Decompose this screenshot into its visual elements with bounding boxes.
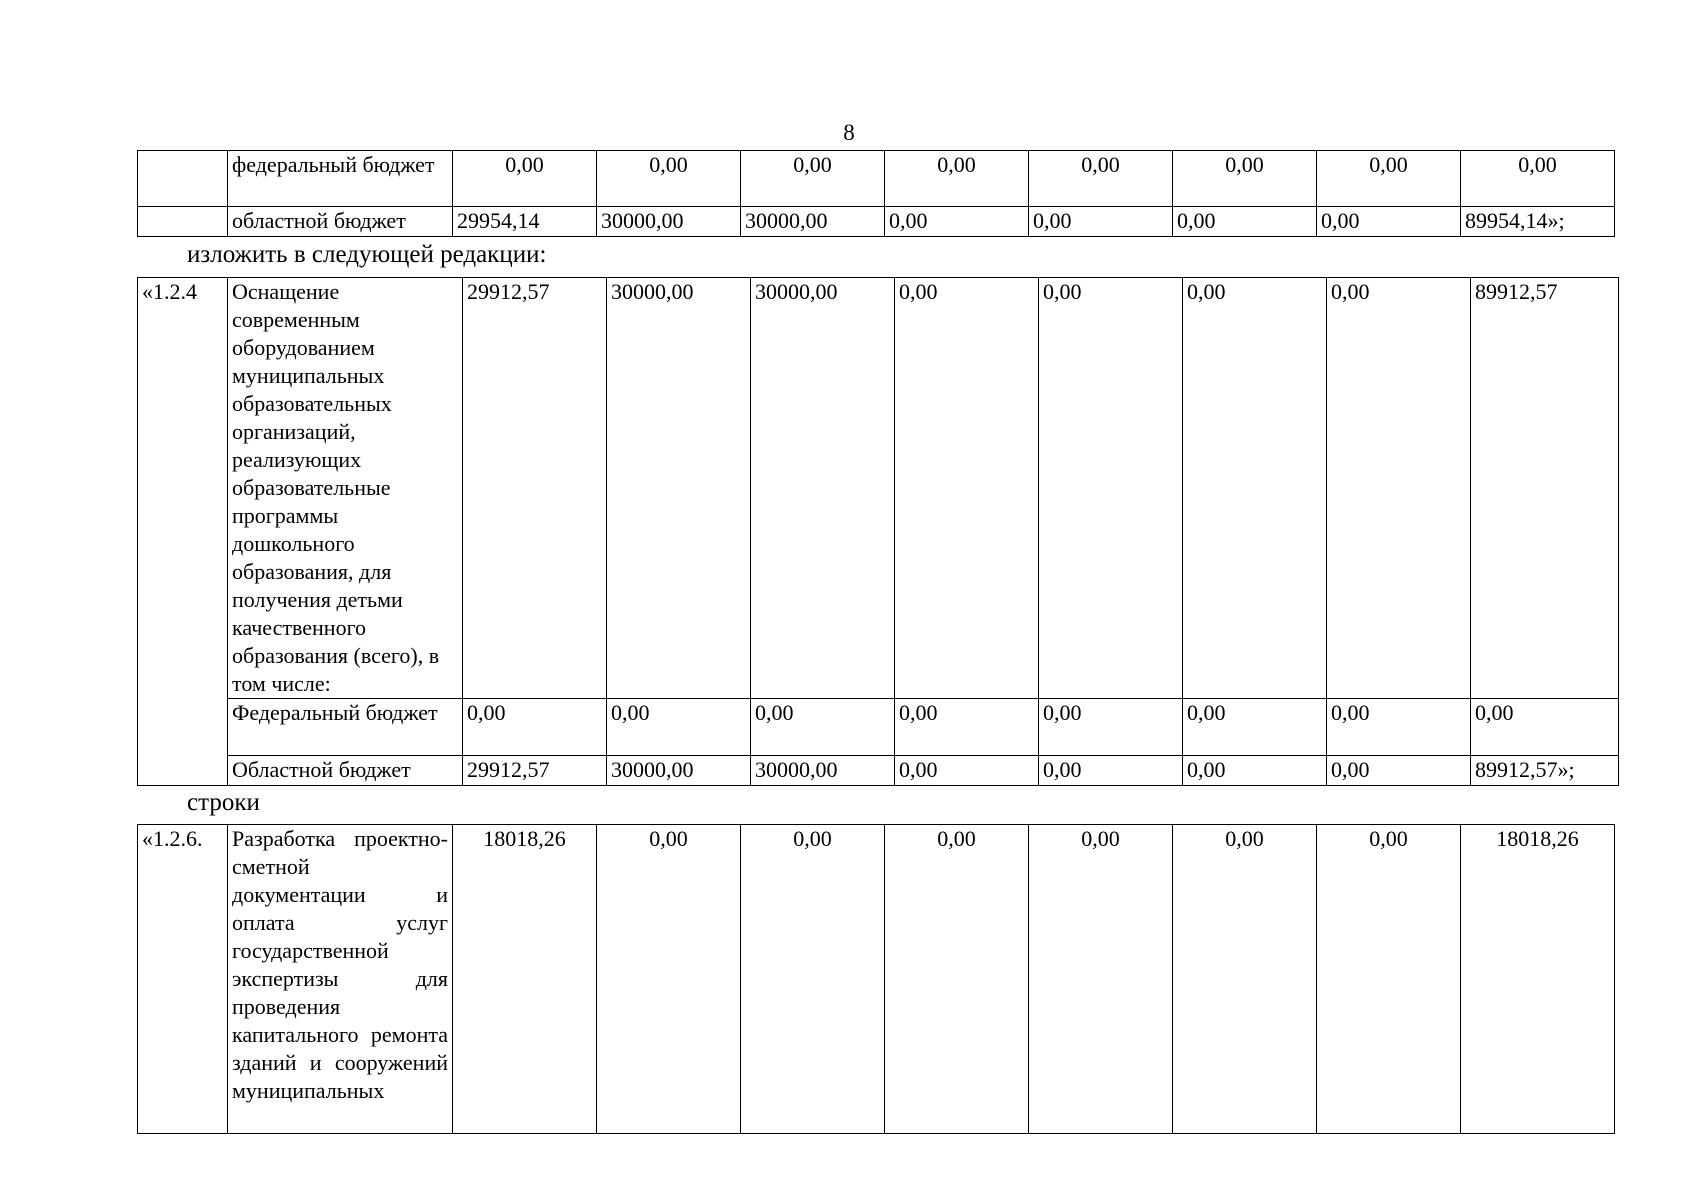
value-cell: 0,00 xyxy=(1183,278,1327,699)
paragraph-rows-label: строки xyxy=(187,789,260,816)
row-name: федеральный бюджет xyxy=(228,151,453,207)
value-cell: 0,00 xyxy=(1317,151,1461,207)
row-name: Областной бюджет xyxy=(228,756,463,786)
value-cell: 0,00 xyxy=(597,151,741,207)
paragraph-edit-instruction: изложить в следующей редакции: xyxy=(187,241,547,268)
value-cell: 0,00 xyxy=(1317,207,1461,237)
value-cell: 0,00 xyxy=(1183,699,1327,756)
budget-table-1 xyxy=(137,150,1615,237)
budget-table-2 xyxy=(137,277,1619,786)
value-cell: 0,00 xyxy=(607,699,751,756)
table-row xyxy=(138,278,1619,699)
value-cell: 0,00 xyxy=(885,151,1029,207)
row-code: «1.2.4 xyxy=(138,278,228,786)
value-cell: 0,00 xyxy=(463,699,607,756)
table-row xyxy=(138,825,1615,1134)
value-cell: 29912,57 xyxy=(463,756,607,786)
row-code xyxy=(138,151,228,207)
value-cell: 0,00 xyxy=(1327,278,1471,699)
value-cell: 0,00 xyxy=(1029,207,1173,237)
value-cell: 0,00 xyxy=(1173,825,1317,1134)
value-cell: 0,00 xyxy=(1029,825,1173,1134)
value-cell: 0,00 xyxy=(1471,699,1619,756)
value-cell: 0,00 xyxy=(1039,756,1183,786)
value-cell: 89912,57 xyxy=(1471,278,1619,699)
value-cell: 30000,00 xyxy=(751,756,895,786)
value-cell: 0,00 xyxy=(1039,699,1183,756)
value-cell: 0,00 xyxy=(1039,278,1183,699)
table-row xyxy=(138,699,1619,756)
budget-table-3 xyxy=(137,824,1615,1134)
row-code: «1.2.6. xyxy=(138,825,228,1134)
value-cell: 89954,14»; xyxy=(1461,207,1615,237)
value-cell: 0,00 xyxy=(453,151,597,207)
value-cell: 0,00 xyxy=(751,699,895,756)
value-cell: 0,00 xyxy=(1461,151,1615,207)
value-cell: 30000,00 xyxy=(607,278,751,699)
value-cell: 0,00 xyxy=(1183,756,1327,786)
value-cell: 0,00 xyxy=(895,699,1039,756)
value-cell: 0,00 xyxy=(895,756,1039,786)
row-name: областной бюджет xyxy=(228,207,453,237)
value-cell: 0,00 xyxy=(1317,825,1461,1134)
value-cell: 0,00 xyxy=(597,825,741,1134)
value-cell: 0,00 xyxy=(1173,207,1317,237)
value-cell: 18018,26 xyxy=(1461,825,1615,1134)
value-cell: 0,00 xyxy=(1327,699,1471,756)
value-cell: 0,00 xyxy=(741,151,885,207)
page-number: 8 xyxy=(843,120,855,145)
value-cell: 0,00 xyxy=(895,278,1039,699)
value-cell: 0,00 xyxy=(885,825,1029,1134)
value-cell: 0,00 xyxy=(1029,151,1173,207)
value-cell: 30000,00 xyxy=(597,207,741,237)
row-code xyxy=(138,207,228,237)
value-cell: 89912,57»; xyxy=(1471,756,1619,786)
row-name: Разработка проектно-сметной документации и оплата услуг государственной экспертизы для проведения капитального ремонта зданий и сооружений муниципальных xyxy=(228,825,453,1134)
row-name: Оснащение современным оборудованием муниципальных образовательных организаций, реализующих образовательные программы дошкольного образования, для получения детьми качественного образования (всего), в том числе: xyxy=(228,278,463,699)
value-cell: 18018,26 xyxy=(453,825,597,1134)
value-cell: 0,00 xyxy=(885,207,1029,237)
value-cell: 0,00 xyxy=(1173,151,1317,207)
value-cell: 29954,14 xyxy=(453,207,597,237)
value-cell: 0,00 xyxy=(741,825,885,1134)
value-cell: 30000,00 xyxy=(751,278,895,699)
table-row xyxy=(138,756,1619,786)
table-row xyxy=(138,207,1615,237)
value-cell: 0,00 xyxy=(1327,756,1471,786)
value-cell: 29912,57 xyxy=(463,278,607,699)
table-row xyxy=(138,151,1615,207)
value-cell: 30000,00 xyxy=(607,756,751,786)
value-cell: 30000,00 xyxy=(741,207,885,237)
row-name: Федеральный бюджет xyxy=(228,699,463,756)
